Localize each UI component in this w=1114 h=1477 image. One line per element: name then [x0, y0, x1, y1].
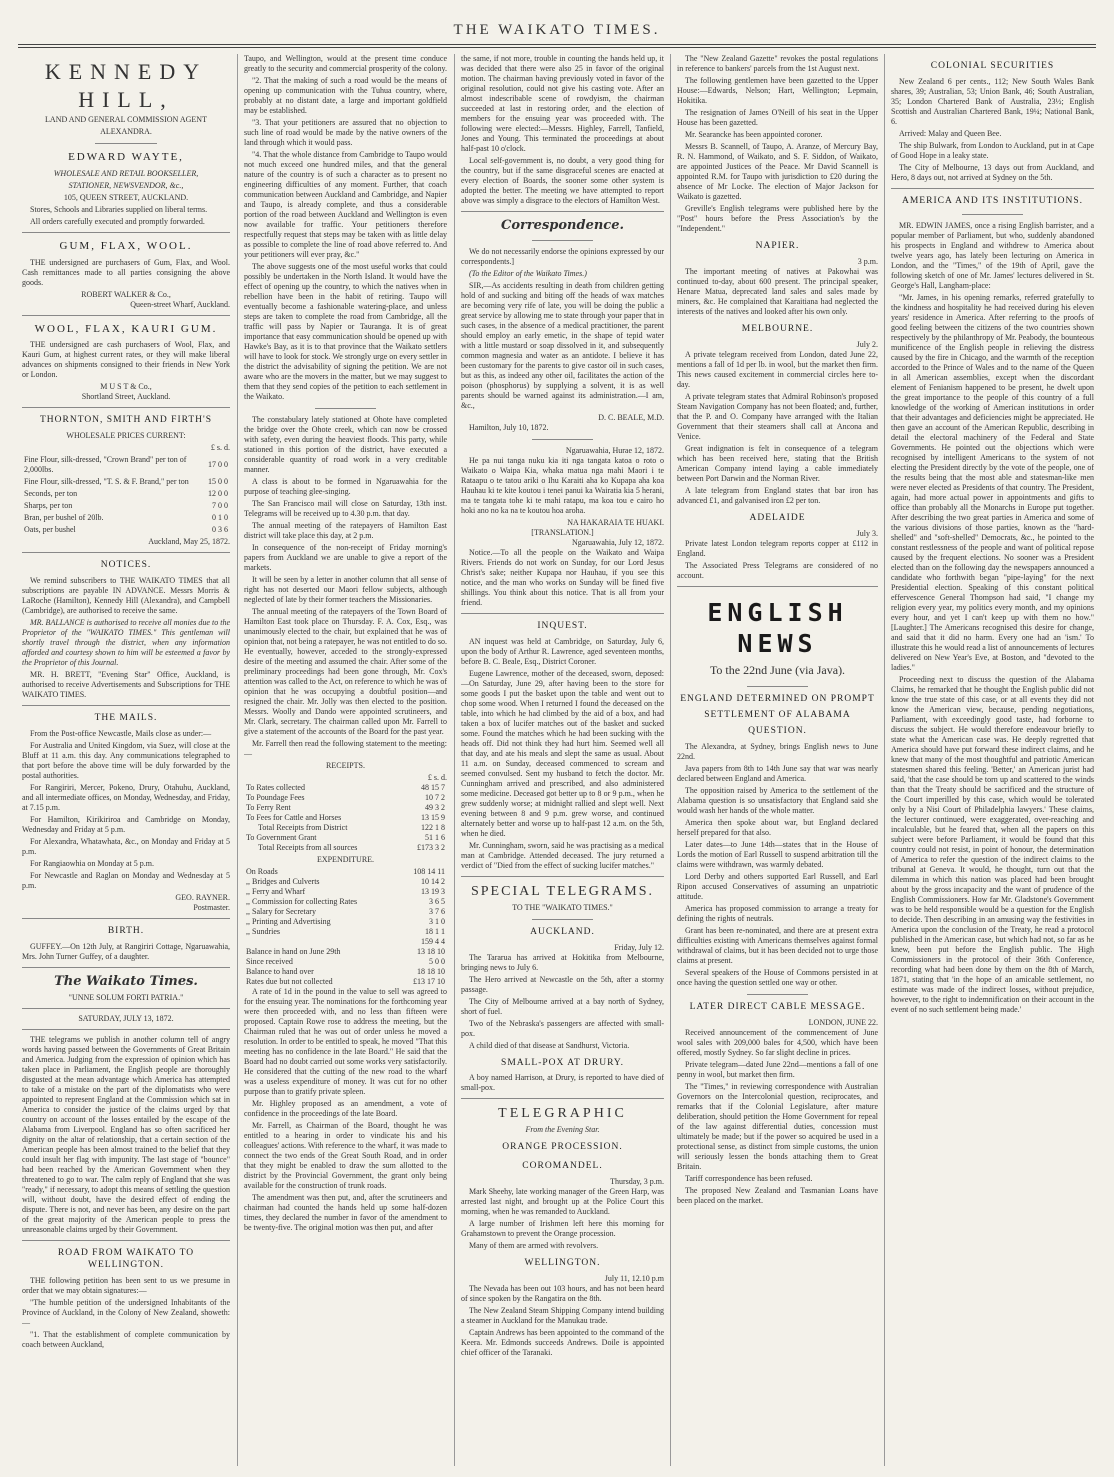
wellington-date: July 11, 12.10 p.m [604, 1273, 664, 1283]
divider [677, 586, 878, 587]
news-item: Arrived: Malay and Queen Bee. [899, 128, 1002, 138]
correspondence-heading: Correspondence. [500, 218, 625, 233]
telegram-text: A private telegram received from London, dated June 22, mentions a fall of 1d per lb. in wool, but the market then firm. This news caused excitement in commercial circles here to-day. [677, 349, 878, 389]
divider [22, 1240, 230, 1241]
ledger-row: ,, Sundries 18 1 1 [246, 927, 445, 936]
telegram-text: Many of them are armed with revolvers. [469, 1240, 599, 1250]
telegram-text: A large number of Irishmen left here this morning for Grahamstown to prevent the Orange procession. [461, 1218, 664, 1238]
adelaide-date: July 3. [856, 528, 878, 538]
letter-signature: NA HAKARAIA TE HUAKI. [567, 518, 664, 528]
ledger-row: Balance to hand over 18 18 10 [246, 967, 445, 976]
news-item: The constabulary lately stationed at Ohote have completed the bridge over the Ohote creek, which can now be crossed with safety, even during the heaviest floods. This party, while stationed in this portion of the district, have executed a considerable quantity of road work in a very creditable manner. [244, 415, 447, 474]
telegram-text: The New Zealand Steam Shipping Company intend building a steamer in Auckland for the Manukau trade. [461, 1305, 664, 1325]
thornton-heading: THORNTON, SMITH AND FIRTH'S [39, 415, 213, 426]
ledger-row: To Poundage Fees 10 7 2 [246, 793, 445, 802]
news-item: The ship Bulwark, from London to Auckland, put in at Cape of Good Hope in a leaky state. [891, 140, 1094, 160]
ledger-row: ,, Ferry and Wharf 13 19 3 [246, 887, 445, 896]
birth-text: GUFFEY.—On 12th July, at Rangiriri Cottage, Ngaruawahia, Mrs. John Turner Guffey, of a daughter. [22, 941, 230, 961]
special-telegrams-subtitle: TO THE "WAIKATO TIMES." [512, 902, 613, 912]
thornton-subtitle: WHOLESALE PRICES CURRENT: [66, 431, 186, 441]
divider [461, 876, 664, 877]
ledger-row: To Ferry Rent 49 3 2 [246, 803, 445, 812]
telegram-text: Private latest London telegram reports copper at £112 in England. [677, 538, 878, 558]
mails-text: From the Post-office Newcastle, Mails close as under:— [30, 728, 212, 738]
divider [22, 1008, 230, 1009]
kennedy-place: ALEXANDRA. [100, 127, 152, 136]
road-text: THE following petition has been sent to us we presume in order that we may obtain signatures:— [22, 1275, 230, 1295]
auckland-heading: AUCKLAND. [530, 926, 595, 937]
article-text: MR. EDWIN JAMES, once a rising English barrister, and a popular member of Parliament, but who, suddenly abandoned his prospects in England and withdrew to America about twelve years ago, has lately been lecturing on America in London, and the "Times," of the 19th of April, gave the following sketch of one of Mr. James' lectures delivered in St. George's Hall, Langham-place: [891, 220, 1094, 290]
ledger-row: To Government Grant 51 1 6 [246, 833, 445, 842]
letter-text: SIR,—As accidents resulting in death from children getting hold of and sucking and biting off the heads of wax matches are becoming very rife of late, you will be doing the public a great service by allowing me to state through your paper that in such cases, in the absence of a medical practitioner, the parent should employ an early emetic, in the shape of tepid water with a little mustard or soap dissolved in it, and subsequently common magnesia and water as an antidote. I believe it has been customary for the parents to give castor oil in such cases, but as this, as indeed any other oil, facilitates the action of the poison (phosphorus) by supplying a solvent, it is as well parents should be warned against its administration.—I am, &c., [461, 281, 664, 411]
ledger-row: Rates due but not collected £13 17 10 [246, 977, 445, 986]
special-telegrams-heading: SPECIAL TELEGRAMS. [470, 884, 654, 900]
news-item: The amendment was then put, and, after the scrutineers and chairman had counted the hands held up some half-dozen times, they declared the number in favor of the amendment to be twenty-five. The original motion was then put, and after [244, 1193, 447, 1232]
column-2 [244, 54, 447, 1464]
divider [315, 408, 376, 409]
coromandel-heading: COROMANDEL. [522, 1160, 603, 1171]
alabama-heading: ENGLAND DETERMINED ON PROMPT [680, 694, 875, 705]
ledger-row: To Rates collected 48 15 7 [246, 783, 445, 792]
ledger-row: On Roads 108 14 11 [246, 867, 445, 876]
petition-text: "2. That the making of such a road would be the means of opening up communication with the Tuhua country, where, probably at no distant date, a large and important goldfield may be established. [244, 76, 447, 115]
road-text: "The humble petition of the undersigned Inhabitants of the Province of Auckland, in the Colony of New Zealand, showeth:— [22, 1297, 230, 1327]
divider [22, 315, 230, 316]
ledger-row: ,, Commission for collecting Rates 3 6 5 [246, 897, 445, 906]
melbourne-date: July 2. [856, 339, 878, 349]
colonial-securities-heading: COLONIAL SECURITIES [930, 61, 1055, 71]
price-row: Oats, per bushel 0 3 6 [24, 525, 228, 535]
divider [22, 1029, 230, 1030]
kennedy-subtitle: LAND AND GENERAL COMMISSION AGENT [45, 115, 207, 124]
road-text: "1. That the establishment of complete communication by coach between Auckland, [22, 1329, 230, 1349]
divider [22, 918, 230, 919]
napier-time: 3 p.m. [857, 256, 878, 266]
telegraphic-source: From the Evening Star. [525, 1124, 600, 1134]
english-news-heading: ENGLISH NEWS [707, 597, 848, 658]
news-item: The annual meeting of the ratepayers of the Town Board of Hamilton East took place on Thursday. F. A. Cox, Esq., was unanimously elected to the chair, but explained that he was of opinion that, not being a ratepayer, he was not entitled to do so. He eventually, however, acceded to the strongly-expressed desire of the meeting and assumed the chair. After some of the preliminary proceedings had been gone through, Mr. Cox's attention was called to the Act, on reference to which he was of opinion that he was occupying a doubtful position—and resigned the chair. Mr. Jolly was then elected to the position. Messrs. Woolly and Dando were appointed scrutineers, and Mr. Clark, secretary. The chairman called upon Mr. Farrell to give a statement of the accounts of the Board for the past year. [244, 607, 447, 736]
news-item: The San Francisco mail will close on Saturday, 13th inst. Telegrams will be received up to 4.30 p.m. that day. [244, 499, 447, 518]
adelaide-heading: ADELAIDE [749, 512, 806, 523]
auckland-date: Friday, July 12. [614, 942, 664, 952]
news-item: Mr. Farrell then read the following statement to the meeting:— [244, 739, 447, 758]
ledger-row: Total Receipts from District 122 1 8 [258, 823, 445, 832]
telegraphic-heading: TELEGRAPHIC [498, 1106, 627, 1122]
ledger-row: ,, Printing and Advertising 3 1 0 [246, 917, 445, 926]
divider [22, 552, 230, 553]
notice-text: MR. BALLANCE is authorised to receive all monies due to the Proprietor of the "WAIKATO TIMES." This gentleman will shortly travel through the district, when any information afforded and courtesy shown to him will be esteemed a favor by the Proprietor of this Journal. [22, 618, 230, 667]
birth-heading: BIRTH. [107, 925, 145, 936]
telegram-text: Mark Sheehy, late working manager of the Green Harp, was arrested last night, and brought up at the Police Court this morning, when he was remanded to Auckland. [461, 1186, 664, 1216]
ledger-row: ,, Bridges and Culverts 10 14 2 [246, 877, 445, 886]
inquest-text: AN inquest was held at Cambridge, on Saturday, July 6, upon the body of Arthur R. Lawrence, aged seventeen months, before B. C. Beale, Esq., District Coroner. [461, 637, 664, 667]
kennedy-hill-title: KENNEDY HILL, [44, 59, 208, 112]
correspondence-note: (To the Editor of the Waikato Times.) [469, 269, 587, 279]
telegram-text: A private telegram states that Admiral Robinson's proposed Steam Navigation Company has not been floated; and, further, that the P. and O. Company have arranged with the Italian Government that their steamers shall call at Ancona and Venice. [677, 391, 878, 441]
news-item: Tariff correspondence has been refused. [685, 1173, 813, 1183]
america-heading: AMERICA AND ITS INSTITUTIONS. [902, 195, 1083, 206]
notice-text: We remind subscribers to THE WAIKATO TIMES that all subscriptions are payable IN ADVANCE. Messrs Morris & LaRoche (Hamilton), Kennedy Hill (Alexandra), and Campbell (Cambridge), are authorised to receive the same. [22, 576, 230, 615]
editorial-text: The above suggests one of the most useful works that could possibly be undertaken in the North Island. It would have the effect of opening up the country, to which the natives when in rebellion have been in the habit of retiring. Taupo will eventually become a fashionable watering-place, and unless steps are taken to complete the road from Cambridge, all the traffic will pass by Napier or Tauranga. It is of great importance that easy communication should be opened up with Hawke's Bay, as it is to that province that the Waikato settlers will have to look for stock. We strongly urge on every settler in the district the advisability of signing the petition. We are not aware who are the movers in the matter, but we may suggest to them that they send copies of the petition to each settlement in the Waikato. [244, 262, 447, 401]
inquest-text: Mr. Cunningham, sworn, said he was practising as a medical man at Cambridge. Attended deceased. The jury returned a verdict of "Died from the effect of sucking lucifer matches." [461, 841, 664, 871]
divider [22, 705, 230, 706]
news-item: It will be seen by a letter in another column that all sense of right has not deserted our Maori fellow subjects, although neglected of late by their former teachers the Missionaries. [244, 575, 447, 604]
price-row: Fine Flour, silk-dressed, "Crown Brand" per ton of 2,000lbs. 17 0 0 [24, 455, 228, 475]
ledger-row: Total Receipts from all sources £173 3 2 [258, 843, 445, 852]
ledger-columns: £ s. d. [427, 773, 447, 782]
news-item: America has proposed commission to arrange a treaty for defining the rights of neutrals. [677, 903, 878, 923]
column-divider [237, 54, 238, 1466]
news-item: A class is about to be formed in Ngaruawahia for the purpose of teaching glee-singing. [244, 477, 447, 496]
news-item: The proposed New Zealand and Tasmanian Loans have been placed on the market. [677, 1185, 878, 1205]
news-item: The "Times," in reviewing correspondence with Australian Governors on the Intercolonial question, reciprocates, and remarks that if the Colonial Legislature, after mature deliberation, should petition the Home Government for repeal of the law against differential duties, concession must ultimately be made; but if the power so acquired be used in a protectional sense, as distinct from simple customs, the union will seriously lessen the bonds attaching them to Great Britain. [677, 1081, 878, 1171]
news-item: Lord Derby and others supported Earl Russell, and Earl Ripon accused Conservatives of assuming an unpatriotic attitude. [677, 871, 878, 901]
mails-text: For Alexandra, Whatawhata, &c., on Monday and Friday at 5 p.m. [22, 836, 230, 856]
road-heading: ROAD FROM WAIKATO TO WELLINGTON. [57, 1248, 195, 1270]
ledger-row: Balance in hand on June 29th 13 18 10 [246, 947, 445, 956]
column-5 [891, 54, 1094, 1464]
paper-motto: "UNNE SOLUM FORTI PATRIA." [68, 993, 184, 1002]
telegram-text: A late telegram from England states that bar iron has advanced £1, and galvanised iron £2 per ton. [677, 485, 878, 505]
divider [22, 232, 230, 233]
mails-signature: GEO. RAYNER. [175, 892, 230, 902]
receipts-table [244, 783, 447, 853]
mails-text: For Newcastle and Raglan on Monday and Wednesday at 5 p.m. [22, 870, 230, 890]
news-item: Private telegram—dated June 22nd—mentions a fall of one penny in wool, but market then firm. [677, 1059, 878, 1079]
news-item: The annual meeting of the ratepayers of Hamilton East district will take place this day, at 2 p.m. [244, 521, 447, 540]
telegram-text: The resignation of James O'Neill of his seat in the Upper House has been gazetted. [677, 108, 878, 127]
telegram-text: Two of the Nebraska's passengers are affected with small-pox. [461, 1018, 664, 1038]
price-table [22, 453, 230, 537]
divider [461, 613, 664, 614]
telegram-text: Greville's English telegrams were published here by the "Post" hours before the Press Association's by the "Independent." [677, 204, 878, 233]
wayte-line: STATIONER, NEWSVENDOR, &c., [68, 180, 184, 190]
alabama-heading: SETTLEMENT OF ALABAMA [704, 710, 851, 720]
divider [461, 1098, 664, 1099]
telegram-text: The Associated Press Telegrams are considered of no account. [677, 560, 878, 580]
price-row: Fine Flour, silk-dressed, "T. S. & F. Brand," per ton 15 0 0 [24, 477, 228, 487]
ledger-row: To Fees for Cattle and Horses 13 15 9 [246, 813, 445, 822]
petition-text: "3. That your petitioners are assured that no objection to such line of road would be made by the native owners of the land through which it would pass. [244, 118, 447, 147]
column-4 [677, 54, 878, 1464]
mails-text: For Rangiriri, Mercer, Pokeno, Drury, Otahuhu, Auckland, and all intermediate offices, on Monday, Wednesday, and Friday, at 7.15 p.m. [22, 782, 230, 812]
column-3 [461, 54, 664, 1464]
paper-title: The Waikato Times. [54, 973, 198, 989]
telegram-text: The Nevada has been out 103 hours, and has not been heard of since spoken by the Rangatira on the 8th. [461, 1283, 664, 1303]
telegram-text: Messrs B. Scannell, of Taupo, A. Aranze, of Mercury Bay, R. N. Hammond, of Waikato, and S. F. Siddon, of Waikato, are appointed Justices of the Peace. Mr David Scannell is appointed R.M. for Taupo with jurisdiction to £20 during the absence of Mr Locke. The election of Major Jackson for Waikato is gazetted. [677, 142, 878, 201]
ledger-row: Since received 5 0 0 [246, 957, 445, 966]
correspondence-note: We do not necessarily endorse the opinions expressed by our correspondents.] [461, 247, 664, 267]
napier-heading: NAPIER. [755, 241, 800, 251]
expenditure-heading: EXPENDITURE. [316, 855, 375, 864]
news-item: A rate of 1d in the pound in the value to sell was agreed to for the ensuing year. The nominations for the forthcoming year were then proceeded with, and no less than fifteen were proposed. Captain Rowe rose to address the meeting, but the Chairman ruled that he was out of order unless he moved a resolution. In order to be entitled to speak, he moved "That this meeting has no confidence in the late Board." He said that the Board had no doubt carried out some works very satisfactorily. He considered that the cutting of the new road to the wharf was a useless expenditure of money. It was cut for no other purpose than to gratify private spleen. [244, 987, 447, 1096]
telegram-text: The Tararua has arrived at Hokitika from Melbourne, bringing news to July 6. [461, 952, 664, 972]
news-item: Local self-government is, no doubt, a very good thing for the country, but if the same disgraceful scenes are enacted at every election of Boards, the sooner some other system is adopted the better. The meeting we have attempted to report above was simply a disgrace to the electors of Hamilton West. [461, 156, 664, 205]
expenditure-table [244, 867, 447, 987]
telegram-text: A boy named Harrison, at Drury, is reported to have died of small-pox. [461, 1073, 664, 1093]
article-text: "Mr. James, in his opening remarks, referred gratefully to the kindness and hospitality he had received during his eleven years' residence in America. After referring to the proofs of good feeling between the citizens of the two countries shown respectively by the philanthropy of Mr. Peabody, the bounteous munificence of the English people in relieving the distress caused by the fire in Chicago, and the warmth of the reception accorded to the Prince of Wales and to the name of the Queen in all American assemblies, except when the discordant element of Fenianism happened to be present, he dwelt upon the great importance to the people of this country of a full knowledge of the working of American institutions in order that their advantages and deficiencies might be appreciated. He then gave an account of the American Republic, describing in detail the electoral machinery of the Federal and State Governments. He pointed out the objections which were recognised by intelligent Americans to the system of not electing the President directly by the vote of the people, one of the results being that the most able and statesman-like men were never elected as Presidents of that country. The President, again, had more actual power in appointments and gifts to office than probably all the Monarchs in Europe put together. After describing the two great parties in America and some of the various divisions of those parties, known as the "hard-shelled" and "soft-shelled" Democrats, &c., he pointed to the constant restlessness of the people and want of political repose caused by the frequent elections. No sooner was a President elected than on the following day the newspapers announced a candidate who forthwith began "pipe-laying" for the next Presidential election. Speaking of this constant political effervescence General Thompson had said, "I change my religion every year, my politics every month, and my opinions every hour, and yet I can't keep up with them no how." [Laughter.] The Americans recognised this desire for change, and said that it did no harm. Every one had an 'ism.' To illustrate this he would read a list of announcements of lectures delivered on New Year's Eve, at Boston, and "devoted to the ladies." [891, 292, 1094, 672]
divider [962, 214, 1023, 215]
telegram-text: The important meeting of natives at Pakowhai was continued to-day, about 600 present. The principal speaker, Henare Matua, deprecated land sales and sales made by miners, &c. He complained that Karaitiana had neglected the interests of the natives and looked after his own only. [677, 266, 878, 316]
orange-heading: ORANGE PROCESSION. [502, 1141, 623, 1152]
coromandel-date: Thursday, 3 p.m. [610, 1176, 664, 1186]
news-item: The opposition raised by America to the settlement of the Alabama question is so unsatisfactory that England said she would wash her hands of the whole matter. [677, 785, 878, 815]
wool-heading: WOOL, FLAX, KAURI GUM. [34, 322, 218, 335]
masthead: THE WAIKATO TIMES. [453, 22, 661, 38]
divider [461, 211, 664, 212]
telegram-text: Mr. Searancke has been appointed coroner. [685, 130, 823, 139]
wellington-heading: WELLINGTON. [524, 1257, 601, 1268]
mails-text: For Australia and United Kingdom, via Suez, will close at the Bluff at 11 a.m. this day. Any communications telegraphed to that port before the above time will be duly forwarded by the postal authorities. [22, 740, 230, 780]
divider [747, 686, 807, 687]
wool-text: THE undersigned are cash purchasers of Wool, Flax, and Kauri Gum, at highest current rates, or they will make liberal advances on shipments consigned to their friends in New York or London. [22, 340, 230, 380]
masthead-rule [18, 44, 1096, 45]
divider [95, 143, 157, 144]
news-item: New Zealand 6 per cents., 112; New South Wales Bank shares, 39; Australian, 53; Union Bank, 46; South Australian, 35; London Chartered Bank of Australia, 23½; English Scottish and Australian Chartered Bank, 19¼; National Bank, 6. [891, 76, 1094, 126]
wayte-line: WHOLESALE AND RETAIL BOOKSELLER, [53, 168, 199, 178]
letter-signature: D. C. BEALE, M.D. [598, 413, 664, 423]
telegram-text: Great indignation is felt in consequence of a telegram which has been received here, stating that the British American Company intend laying a cable immediately between Port Darwin and the Norman River. [677, 443, 878, 483]
divider [22, 967, 230, 968]
mails-text: For Hamilton, Kirikiriroa and Cambridge on Monday, Wednesday and Friday at 5 p.m. [22, 814, 230, 834]
cable-date: LONDON, JUNE 22. [808, 1017, 878, 1027]
price-row: Bran, per bushel of 20lb. 0 1 0 [24, 513, 228, 523]
petition-text: "4. That the whole distance from Cambridge to Taupo would not much exceed one hundred miles, and that the general nature of the country is of such a character as to present no engineering difficulties of any moment. Further, that coach communication between Auckland and Cambridge, and Napier and Taupo, is already complete, and thus a considerable portion of the road between Auckland and Wellington is even now available for traffic. Your petitioners therefore respectfully request that steps may be taken with as little delay as possible to complete the line of road above referred to. And your petitioners will ever pray, &c." [244, 150, 447, 259]
ledger-row: 159 4 4 [421, 937, 445, 946]
wayte-address: 105, QUEEN STREET, AUCKLAND. [63, 192, 189, 202]
receipts-heading: RECEIPTS. [326, 761, 365, 770]
telegram-text: A child died of that disease at Sandhurst, Victoria. [469, 1040, 630, 1050]
ledger-row: ,, Salary for Secretary 3 7 6 [246, 907, 445, 916]
column-1 [22, 54, 230, 1464]
translation-heading: [TRANSLATION.] [531, 528, 594, 538]
paper-date: SATURDAY, JULY 13, 1872. [78, 1014, 174, 1023]
mails-text: For Rangiaowhia on Monday at 5 p.m. [30, 858, 154, 868]
telegram-text: The Hero arrived at Newcastle on the 5th, after a stormy passage. [461, 974, 664, 994]
price-row: Sharps, per ton 7 0 0 [24, 501, 228, 511]
wayte-text: Stores, Schools and Libraries supplied on liberal terms. [30, 204, 208, 214]
translation-text: Notice.—To all the people on the Waikato and Waipa Rivers. Friends do not work on Sunday, for our Lord Jesus Christ's sake; neither Kupapa nor Hauhau, if you see this notice, and the man who works on Sunday will be fined five shillings. You think about this notice. That is all from your friend. [461, 548, 664, 608]
news-item: The City of Melbourne, 13 days out from Auckland, and Hero, 8 days out, not arrived at Sydney on the 5th. [891, 162, 1094, 182]
news-item: Mr. Farrell, as Chairman of the Board, thought he was entitled to a hearing in order to vindicate his and his colleagues' actions. With reference to the wharf, it was made to connect the two ends of the Great South Road, and in order that they might be enabled to draw the sum allotted to the district by the Provincial Government, the grant only being available for the construction of trunk roads. [244, 1121, 447, 1190]
telegram-text: Captain Andrews has been appointed to the command of the Keera. Mr. Edmonds succeeds Andrews. Doile is appointed chief officer of the Taranaki. [461, 1327, 664, 1357]
smallpox-heading: SMALL-POX AT DRURY. [501, 1057, 624, 1068]
news-item: Several speakers of the House of Commons persisted in at once having the question settled one way or other. [677, 967, 878, 987]
letter-date: Hamilton, July 10, 1872. [469, 423, 549, 433]
news-item: In consequence of the non-receipt of Friday morning's papers from Auckland we are unable to give a report of the markets. [244, 543, 447, 572]
news-item: America then spoke about war, but England declared herself prepared for that also. [677, 817, 878, 837]
english-news-subtitle: To the 22nd June (via Java). [709, 663, 846, 678]
news-item: Later dates—to June 14th—states that in the House of Lords the motion of Earl Russell to suspend arbitration till the claims were withdrawn, was warmly debated. [677, 839, 878, 869]
editorial-text: THE telegrams we publish in another column tell of angry words having passed between the Governments of Great Britain and America. Judging from the expression of opinion which has taken place in Parliament, the English people are thoroughly disgusted at the mean advantage which America has attempted to take of a mistake on the part of the diplomatists who were appointed to represent England at the Commission which sat in America to consider the justice of the claims urged by that country on account of the losses entailed by the escape of the Alabama from Liverpool. England has so often sacrificed her dignity on the altar of relationship, that a certain section of the American people has been almost trained to the belief that they could insult her flag with impunity. The last stage of "bounce" had been reached by the American Government when they threatened to go to war. The calm reply of England that she was "ready," if necessary, to adopt this means of settling the question will, without doubt, have the desired effect of ending the dispute. There is not, and never has been, any desire on the part of the great majority of the American people to press the unreasonable claims urged by their Government. [22, 1035, 230, 1234]
notices-heading: NOTICES. [100, 560, 152, 571]
news-item: Java papers from 8th to 14th June say that war was nearly declared between England and America. [677, 763, 878, 783]
divider [22, 407, 230, 408]
alabama-heading: QUESTION. [748, 725, 807, 736]
wool-signature: Shortland Street, Auckland. [81, 392, 171, 402]
divider [891, 188, 1094, 189]
news-item: the same, if not more, trouble in counting the hands held up, it was decided that there were also 25 in favor of the original motion. The chairman having previously voted in favor of the original resolution, could not give his casting vote. After an almost indescribable scene of rowdyism, the chairman succeeded at last in restoring order, and the election of members for the ensuing year was proceeded with. The following were elected:—Messrs. Highley, Farrell, Tanfield, Jones and Young. This terminated the proceedings at about half-past 10 o'clock. [461, 54, 664, 153]
price-row: Seconds, per ton 12 0 0 [24, 489, 228, 499]
gum-signature: Queen-street Wharf, Auckland. [130, 299, 230, 309]
column-divider [670, 54, 671, 1466]
inquest-text: Eugene Lawrence, mother of the deceased, sworn, deposed:—On Saturday, June 29, after having been to the store for some goods I put the basket upon the table and went out to chop some wood. When I returned I found the deceased on the table, into which he had climbed by the aid of a box, and had taken a box of lucifer matches out of the basket and sucked some. Found the matches which he had been sucking with the heads off. Did not think they had hurt him. Seemed well all that day, and ate his meals and slept the same as usual. About 11 a.m. on Sunday, deceased commenced to scream and seemed convulsed. Sent my husband to fetch the doctor. Mr. Cunningham arrived and prescribed, and also administered some medicine. Deceased got better up to 8 or 9 p.m., when he grew suddenly worse; at midnight rallied and slept well. Next evening between 8 and 9 p.m. grew worse, and continued alternately better and worse up to half-past 12 a.m. on the 5th, when he died. [461, 669, 664, 839]
gum-heading: GUM, FLAX, WOOL. [59, 239, 193, 252]
price-header: £ s. d. [210, 443, 230, 453]
inquest-heading: INQUEST. [537, 621, 588, 632]
divider [747, 994, 807, 995]
notice-text: MR. H. BRETT, "Evening Star" Office, Auckland, is authorised to receive Advertisements and Subscriptions for THE WAIKATO TIMES. [22, 670, 230, 699]
melbourne-heading: MELBOURNE. [741, 323, 814, 334]
petition-text: Taupo, and Wellington, would at the present time conduce greatly to the security and commercial prosperity of the colony. [244, 54, 447, 73]
telegram-text: The City of Melbourne arrived at a bay north of Sydney, short of fuel. [461, 996, 664, 1016]
maori-text: He pa nui tanga nuku kia iti nga tangata katoa o roto o Waikato o Waipa Kia, whaka matua nga mahi Maori i te Rataapu o te tatou ariki o Ihu Karaiti aha ko Kupapa aha koa Hauhau ki te kite koutou i tenei panui ka Wairatia kia 5 herani, ma te tangata tohe ki te mahi ratapu, ma koa tou e cairo ho hoki ano no ka na te koutou hoa aroha. [461, 456, 664, 516]
news-item: Mr. Highley proposed as an amendment, a vote of confidence in the proceedings of the late Board. [244, 1099, 447, 1118]
telegram-text: The "New Zealand Gazette" revokes the postal regulations in reference to bankers' parcels from the 1st August next. [677, 54, 878, 73]
prices-date: Auckland, May 25, 1872. [148, 537, 230, 547]
news-item: Grant has been re-nominated, and there are at present extra difficulties existing with Americans themselves against formal withdrawal of claims, but it has been decided not to urge those claims at present. [677, 925, 878, 965]
column-divider [454, 54, 455, 1466]
column-divider [884, 54, 885, 1466]
article-text: Proceeding next to discuss the question of the Alabama Claims, he remarked that he thought the English public did not know the true state of this case, or at all events they did not know the American view, because, pending negotiations, Parliament, with exceedingly good taste, had forborne to discuss the subject. He would therefore endeavour briefly to state what the American case was. He deeply regretted that America should have put forward these indirect claims, and he knew that many of the most thoughtful and patriotic American statesmen shared this feeling. 'Better,' an American jurist had said, 'that the case should be torn up and scattered to the winds than that the Treaty should be sacrificed and the structure of the Court imperilled by this case, which would be tolerated only by a Nisi Court of Philadelphia lawyers.' These claims, the lecturer continued, were exaggerated, over-reaching and incalculable, but he feared that, when all the papers on this subject were before Parliament, it would be found that this country could not resist, in point of honour, the determination of America to refer the question of the indirect claims to the tribunal at Geneva. It would, he thought, turn out that the dilemma in which this nation was placed had been brought about by the gross incapacity and the want of prudence of the English Commissioners. How far Mr. Gladstone's Government was to be held responsible would be a question for the English to decide. Then describing in an amusing way the festivities in America upon the conclusion of the Treaty, he read a protocol published in the American case, but which had not, so far as he knew, been put before the English public. The High Commissioners in the protocol of their 36th Conference, recording what had been done by them on the 8th of March, 1871, stating that 'in the hope of an amicable settlement, no estimate was made of the indirect losses, without prejudice, however, to the right to indemnification on their account in the event of no such settlement being made.' [891, 674, 1094, 1014]
divider [532, 439, 593, 440]
news-item: Received announcement of the commencement of June wool sales with 209,000 bales for 4,500, which have been offered, mostly Sydney. So far slight decline in prices. [677, 1027, 878, 1057]
wool-signature: M U S T & Co., [100, 382, 152, 392]
mails-heading: THE MAILS. [94, 713, 158, 723]
letter-date: Ngaruawahia, July 12, 1872. [572, 538, 664, 548]
wayte-name: EDWARD WAYTE, [68, 151, 184, 163]
divider [532, 919, 593, 920]
cable-heading: LATER DIRECT CABLE MESSAGE. [689, 1001, 866, 1012]
mails-signature: Postmaster. [193, 902, 230, 912]
letter-date: Ngaruawahia, Hurae 12, 1872. [565, 446, 664, 456]
telegram-text: The following gentlemen have been gazetted to the Upper House:—Edwards, Nelson; Hart, Wellington; Lepmain, Hokitika. [677, 76, 878, 105]
gum-text: THE undersigned are purchasers of Gum, Flax, and Wool. Cash remittances made to all parties consigning the above goods. [22, 257, 230, 287]
divider [532, 240, 593, 241]
masthead-rule-double [18, 47, 1096, 48]
news-item: The Alexandra, at Sydney, brings English news to June 22nd. [677, 741, 878, 761]
wayte-text: All orders carefully executed and promptly forwarded. [30, 216, 205, 226]
gum-signature: ROBERT WALKER & Co., [81, 289, 171, 299]
